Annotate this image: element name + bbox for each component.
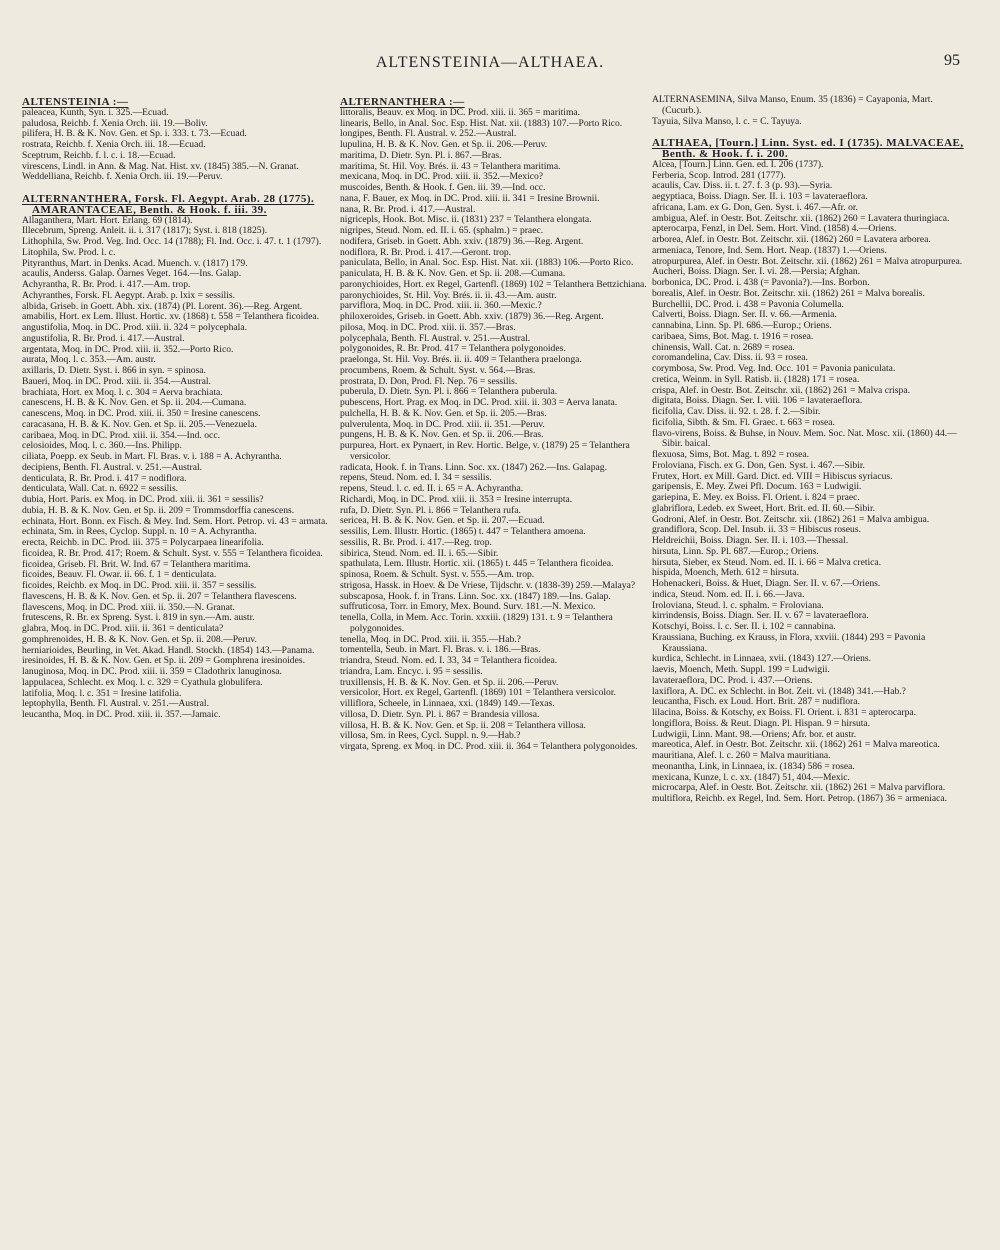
species-entry: canescens, Moq. in DC. Prod. xiii. ii. 350 = Iresine canescens. — [22, 408, 261, 419]
species-entry: flavescens, H. B. & K. Nov. Gen. et Sp. ii. 207 = Telanthera flavescens. — [22, 590, 297, 602]
species-entry: Richardi, Moq. in DC. Prod. xiii. ii. 353 = Iresine interrupta. — [340, 493, 573, 505]
species-entry: praelonga, St. Hil. Voy. Brés. ii. ii. 409 = Telanthera praelonga. — [340, 354, 582, 365]
species-entry: nana, R. Br. Prod. i. 417.—Austral. — [340, 203, 476, 215]
species-entry: Achyranthes, Forsk. Fl. Aegypt. Arab. p. lxix = sessilis. — [22, 289, 236, 301]
species-entry: radicata, Hook. f. in Trans. Linn. Soc. xx. (1847) 262.—Ins. Galapag. — [340, 461, 607, 473]
species-entry: rostrata, Reichb. f. Xenia Orch. iii. 18.—Ecuad. — [22, 139, 206, 150]
species-entry: pilifera, H. B. & K. Nov. Gen. et Sp. i. 333. t. 73.—Ecuad. — [22, 128, 247, 140]
species-entry: purpurea, Hort. ex Pynaert, in Rev. Hortic. Belge, v. (1879) 25 = Telanthera versicolor. — [340, 440, 630, 462]
species-entry: maritima, D. Dietr. Syn. Pl. i. 867.—Bras. — [340, 149, 502, 161]
species-entry: iresinoides, H. B. & K. Nov. Gen. et Sp. ii. 209 = Gomphrena iresinoides. — [22, 655, 305, 667]
species-entry: meonantha, Link, in Linnaea, ix. (1834) 586 = rosea. — [652, 760, 855, 772]
species-entry: armeniaca, Tenore, Ind. Sem. Hort. Neap. (1837) 1.—Oriens. — [652, 244, 887, 256]
species-entry: Godroni, Alef. in Oestr. Bot. Zeitschr. xii. (1862) 261 = Malva ambigua. — [652, 513, 930, 525]
species-entry: cannabina, Linn. Sp. Pl. 686.—Europ.; Oriens. — [652, 320, 832, 331]
species-entry: ficoides, Reichb. ex Moq. in DC. Prod. xiii. ii. 357 = sessilis. — [22, 580, 257, 591]
species-entry: pulchella, H. B. & K. Nov. Gen. et Sp. ii. 205.—Bras. — [340, 407, 547, 419]
species-entry: leucantha, Fisch. ex Loud. Hort. Brit. 287 = nudiflora. — [652, 696, 860, 708]
species-entry: ficifolia, Cav. Diss. ii. 92. t. 28. f. 2.—Sibir. — [652, 406, 821, 417]
species-entry: Aucheri, Boiss. Diagn. Ser. I. vi. 28.—Persia; Afghan. — [652, 266, 861, 278]
species-entry: paludosa, Reichb. f. Xenia Orch. iii. 19.—Boliv. — [22, 117, 208, 129]
species-entry: decipiens, Benth. Fl. Austral. v. 251.—Austral. — [22, 461, 203, 473]
species-entry: herniarioides, Beurling, in Vet. Akad. Handl. Stockh. (1854) 143.—Panama. — [22, 644, 315, 656]
species-entry: Kraussiana, Buching. ex Krauss, in Flora, xxviii. (1844) 293 = Pavonia Kraussiana. — [652, 631, 926, 654]
genus-heading: ALTERNANTHERA, Forsk. Fl. Aegypt. Arab. 28 (1775). AMARANTACEAE, Benth. & Hook. f. iii. 39. — [22, 193, 315, 216]
species-entry: Illecebrum, Spreng. Anleit. ii. i. 317 (1817); Syst. i. 818 (1825). — [22, 225, 268, 237]
species-entry: gomphrenoides, H. B. & K. Nov. Gen. et Sp. ii. 208.—Peruv. — [22, 633, 257, 645]
species-entry: glabra, Moq. in DC. Prod. xiii. ii. 361 = denticulata? — [22, 623, 224, 634]
species-entry: Allaganthera, Mart. Hort. Erlang. 69 (1814). — [22, 214, 193, 226]
species-entry: ciliata, Poepp. ex Seub. in Mart. Fl. Bras. v. i. 188 = A. Achyrantha. — [22, 451, 282, 462]
genus-heading: ALTHAEA, [Tourn.] Linn. Syst. ed. I (1735). MALVACEAE, Benth. & Hook. f. i. 200. — [652, 137, 964, 160]
species-entry: sessilis, Lem. Illustr. Hortic. (1865) t. 447 = Telanthera amoena. — [340, 526, 586, 537]
species-entry: Frutex, Hort. ex Mill. Gard. Dict. ed. VIII = Hibiscus syriacus. — [652, 470, 893, 482]
species-entry: maritima, St. Hil. Voy. Brés. ii. 43 = Telanthera maritima. — [340, 160, 561, 172]
species-entry: kurdica, Schlecht. in Linnaea, xvii. (1843) 127.—Oriens. — [652, 653, 872, 665]
species-entry: coromandelina, Cav. Diss. ii. 93 = rosea. — [652, 352, 808, 364]
species-entry: tenella, Moq. in DC. Prod. xiii. ii. 355.—Hab.? — [340, 633, 521, 645]
species-entry: longiflora, Boiss. & Reut. Diagn. Pl. Hispan. 9 = hirsuta. — [652, 717, 871, 729]
species-entry: laxiflora, A. DC. ex Schlecht. in Bot. Zeit. vi. (1848) 341.—Hab.? — [652, 685, 906, 697]
species-entry: albida, Griseb. in Goett. Abh. xix. (1874) (Pl. Lorent. 36).—Reg. Argent. — [22, 300, 303, 312]
species-entry: virescens, Lindl. in Ann. & Mag. Nat. Hist. xv. (1845) 385.—N. Granat. — [22, 160, 299, 172]
species-entry: pubescens, Hort. Prag. ex Moq. in DC. Prod. xiii. ii. 303 = Aerva lanata. — [340, 397, 618, 408]
species-entry: Alcea, [Tourn.] Linn. Gen. ed. I. 206 (1737). — [652, 158, 824, 170]
species-entry: gariepina, E. Mey. ex Boiss. Fl. Orient. i. 824 = praec. — [652, 492, 860, 503]
species-entry: flavescens, Moq. in DC. Prod. xiii. ii. 350.—N. Granat. — [22, 601, 235, 613]
species-entry: longipes, Benth. Fl. Austral. v. 252.—Austral. — [340, 128, 517, 140]
species-entry: chinensis, Wall. Cat. n. 2689 = rosea. — [652, 341, 795, 353]
species-entry: ALTERNASEMINA, Silva Manso, Enum. 35 (1836) = Cayaponia, Mart. (Cucurb.). — [652, 94, 933, 116]
species-entry: sericea, H. B. & K. Nov. Gen. et Sp. ii. 207.—Ecuad. — [340, 515, 545, 527]
species-entry: Hohenackeri, Boiss. & Huet, Diagn. Ser. II. v. 67.—Oriens. — [652, 578, 881, 589]
species-entry: mexicana, Moq. in DC. Prod. xiii. ii. 352.—Mexico? — [340, 171, 544, 183]
species-entry: borbonica, DC. Prod. i. 438 (= Pavonia?).—Ins. Borbon. — [652, 277, 870, 288]
species-entry: muscoides, Benth. & Hook. f. Gen. iii. 39.—Ind. occ. — [340, 182, 546, 193]
species-entry: frutescens, R. Br. ex Spreng. Syst. i. 819 in syn.—Am. austr. — [22, 612, 255, 624]
species-entry: versicolor, Hort. ex Regel, Gartenfl. (1869) 101 = Telanthera versicolor. — [340, 687, 616, 699]
species-entry: paronychioides, Hort. ex Regel, Gartenfl. (1869) 102 = Telanthera Bettzichiana. — [340, 278, 647, 290]
species-entry: Ferberia, Scop. Introd. 281 (1777). — [652, 169, 786, 181]
species-entry: villosa, Sm. in Rees, Cycl. Suppl. n. 9.—Hab.? — [340, 730, 521, 742]
species-entry: kirrindensis, Boiss. Diagn. Ser. II. v. 67 = lavateraeflora. — [652, 610, 869, 622]
species-entry: villiflora, Scheele, in Linnaea, xxi. (1849) 149.—Texas. — [340, 698, 555, 709]
species-entry: villosa, D. Dietr. Syn. Pl. i. 867 = Brandesia villosa. — [340, 708, 540, 720]
species-entry: acaulis, Cav. Diss. ii. t. 27. f. 3 (p. 93).—Syria. — [652, 180, 833, 192]
species-entry: repens, Steud. l. c. ed. II. i. 65 = A. Achyrantha. — [340, 483, 524, 494]
species-entry: erecta, Reichb. in DC. Prod. iii. 375 = Polycarpaea linearifolia. — [22, 537, 264, 548]
species-entry: triandra, Steud. Nom. ed. I. 33, 34 = Telanthera ficoidea. — [340, 655, 558, 666]
species-entry: latifolia, Moq. l. c. 351 = Iresine latifolia. — [22, 687, 182, 699]
species-entry: strigosa, Hassk. in Hoev. & De Vriese, Tijdschr. v. (1838-39) 259.—Malaya? — [340, 579, 636, 591]
species-entry: Pityranthus, Mart. in Denks. Acad. Muench. v. (1817) 179. — [22, 257, 248, 269]
species-entry: ficifolia, Sibth. & Sm. Fl. Graec. t. 663 = rosea. — [652, 416, 835, 428]
species-entry: aurata, Moq. l. c. 353.—Am. austr. — [22, 354, 156, 366]
species-entry: Sceptrum, Reichb. f. l. c. i. 18.—Ecuad. — [22, 149, 176, 161]
species-entry: dubia, Hort. Paris. ex Moq. in DC. Prod. xiii. ii. 361 = sessilis? — [22, 494, 264, 505]
species-entry: sessilis, R. Br. Prod. i. 417.—Reg. trop. — [340, 536, 492, 548]
species-entry: leptophylla, Benth. Fl. Austral. v. 251.—Austral. — [22, 698, 209, 710]
species-entry: echinata, Sm. in Rees, Cyclop. Suppl. n. 10 = A. Achyrantha. — [22, 526, 257, 538]
species-entry: africana, Lam. ex G. Don, Gen. Syst. i. 467.—Afr. or. — [652, 201, 858, 213]
species-entry: indica, Steud. Nom. ed. II. i. 66.—Java. — [652, 588, 805, 600]
species-entry: mexicana, Kunze, l. c. xx. (1847) 51, 404.—Mexic. — [652, 771, 850, 783]
species-entry: Burchellii, DC. Prod. i. 438 = Pavonia Columella. — [652, 298, 844, 310]
species-entry: truxillensis, H. B. & K. Nov. Gen. et Sp. ii. 206.—Peruv. — [340, 676, 559, 688]
species-entry: puberula, D. Dietr. Syn. Pl. i. 866 = Telanthera puberula. — [340, 386, 558, 398]
species-entry: villosa, H. B. & K. Nov. Gen. et Sp. ii. 208 = Telanthera villosa. — [340, 719, 586, 731]
species-entry: hispida, Moench, Meth. 612 = hirsuta. — [652, 567, 799, 579]
species-entry: pulverulenta, Moq. in DC. Prod. xiii. ii. 351.—Peruv. — [340, 418, 545, 430]
species-entry: leucantha, Moq. in DC. Prod. xiii. ii. 357.—Jamaic. — [22, 709, 221, 720]
species-entry: denticulata, Wall. Cat. n. 6922 = sessilis. — [22, 483, 179, 495]
species-entry: Baueri, Moq. in DC. Prod. xiii. ii. 354.—Austral. — [22, 375, 211, 387]
text-column-middle — [340, 95, 650, 753]
species-entry: mauritiana, Alef. l. c. 260 = Malva mauritiana. — [652, 750, 831, 761]
species-entry: lilacina, Boiss. & Kotschy, ex Boiss. Fl. Orient. i. 831 = apterocarpa. — [652, 707, 917, 718]
species-entry: multiflora, Reichb. ex Regel, Ind. Sem. Hort. Petrop. (1867) 36 = armeniaca. — [652, 793, 948, 804]
species-entry: amabilis, Hort. ex Lem. Illust. Hortic. xv. (1868) t. 558 = Telanthera ficoidea. — [22, 311, 320, 323]
species-entry: spinosa, Roem. & Schult. Syst. v. 555.—Am. trop. — [340, 569, 535, 580]
species-entry: echinata, Hort. Bonn. ex Fisch. & Mey. Ind. Sem. Hort. Petrop. vi. 43 = armata. — [22, 515, 328, 527]
species-entry: Calverti, Boiss. Diagn. Ser. II. v. 66.—Armenia. — [652, 309, 837, 321]
species-entry: Tayuia, Silva Manso, l. c. = C. Tayuya. — [652, 115, 802, 127]
species-entry: linearis, Bello, in Anal. Soc. Esp. Hist. Nat. xii. (1883) 107.—Porto Rico. — [340, 117, 623, 129]
species-entry: canescens, H. B. & K. Nov. Gen. et Sp. ii. 204.—Cumana. — [22, 397, 247, 409]
genus-heading: ALTERNANTHERA :— — [340, 96, 465, 108]
species-entry: nigripes, Steud. Nom. ed. II. i. 65. (sphalm.) = praec. — [340, 225, 544, 236]
species-entry: mareotica, Alef. in Oestr. Bot. Zeitschr. xii. (1862) 261 = Malva mareotica. — [652, 739, 940, 751]
species-entry: garipensis, E. Mey. Zwei Pfl. Docum. 163 = Ludwigii. — [652, 481, 862, 493]
species-entry: ambigua, Alef. in Oestr. Bot. Zeitschr. xii. (1862) 260 = Lavatera thuringiaca. — [652, 212, 950, 224]
species-entry: littoralis, Beauv. ex Moq. in DC. Prod. xiii. ii. 365 = maritima. — [340, 106, 581, 118]
species-entry: grandiflora, Scop. Del. Insub. ii. 33 = Hibiscus roseus. — [652, 524, 861, 536]
species-entry: nodifera, Griseb. in Goett. Abh. xxiv. (1879) 36.—Reg. Argent. — [340, 235, 584, 247]
species-entry: brachiata, Hort. ex Moq. l. c. 304 = Aerva brachiata. — [22, 386, 223, 398]
species-entry: suffruticosa, Torr. in Emory, Mex. Bound. Surv. 181.—N. Mexico. — [340, 601, 596, 613]
species-entry: Weddelliana, Reichb. f. Xenia Orch. iii. 19.—Peruv. — [22, 171, 223, 183]
species-entry: parviflora, Moq. in DC. Prod. xiii. ii. 360.—Mexic.? — [340, 300, 542, 312]
running-head — [0, 52, 1000, 76]
species-entry: polycephala, Benth. Fl. Austral. v. 251.—Austral. — [340, 332, 531, 344]
species-entry: Litophila, Sw. Prod. l. c. — [22, 246, 116, 258]
species-entry: Kotschyi, Boiss. l. c. Ser. II. i. 102 = cannabina. — [652, 621, 836, 632]
species-entry: caribaea, Sims, Bot. Mag. t. 1916 = rosea. — [652, 330, 814, 342]
species-entry: lanuginosa, Moq. in DC. Prod. xiii. ii. 359 = Cladothrix lanuginosa. — [22, 666, 282, 677]
species-entry: arborea, Alef. in Oestr. Bot. Zeitschr. xii. (1862) 260 = Lavatera arborea. — [652, 234, 931, 245]
species-entry: nigricepls, Hook. Bot. Misc. ii. (1831) 237 = Telanthera elongata. — [340, 214, 592, 226]
species-entry: sibirica, Steud. Nom. ed. II. i. 65.—Sibir. — [340, 547, 499, 559]
text-column-left — [22, 95, 332, 721]
page-title: ALTENSTEINIA—ALTHAEA. — [375, 54, 605, 71]
species-entry: prostrata, D. Don, Prod. Fl. Nep. 76 = sessilis. — [340, 375, 518, 387]
species-entry: denticulata, R. Br. Prod. i. 417 = nodiflora. — [22, 472, 187, 484]
species-entry: digitata, Boiss. Diagn. Ser. I. viii. 106 = lavateraeflora. — [652, 395, 863, 407]
species-entry: Lithophila, Sw. Prod. Veg. Ind. Occ. 14 (1788); Fl. Ind. Occ. i. 47. t. 1 (1797). — [22, 236, 322, 247]
species-entry: apterocarpa, Fenzl, in Del. Sem. Hort. Vind. (1858) 4.—Oriens. — [652, 223, 897, 235]
species-entry: virgata, Spreng. ex Moq. in DC. Prod. xiii. ii. 364 = Telanthera polygonoides. — [340, 741, 638, 752]
species-entry: nana, F. Bauer, ex Moq. in DC. Prod. xiii. ii. 341 = Iresine Brownii. — [340, 192, 600, 204]
species-entry: ficoides, Beauv. Fl. Owar. ii. 66. f. 1 = denticulata. — [22, 569, 217, 581]
species-entry: philoxeroides, Griseb. in Goett. Abh. xxiv. (1879) 36.—Reg. Argent. — [340, 311, 604, 322]
species-entry: hirsuta, Sieber, ex Steud. Nom. ed. II. i. 66 = Malva cretica. — [652, 556, 882, 568]
species-entry: paleacea, Kunth, Syn. i. 325.—Ecuad. — [22, 106, 169, 118]
species-entry: paniculata, H. B. & K. Nov. Gen. et Sp. ii. 208.—Cumana. — [340, 268, 566, 279]
species-entry: Iroloviana, Steud. l. c. sphalm. = Froloviana. — [652, 599, 824, 611]
species-entry: axillaris, D. Dietr. Syst. i. 866 in syn. = spinosa. — [22, 365, 206, 376]
species-entry: acaulis, Anderss. Galap. Öarnes Veget. 164.—Ins. Galap. — [22, 268, 242, 280]
species-entry: hirsuta, Linn. Sp. Pl. 687.—Europ.; Oriens. — [652, 545, 819, 557]
species-entry: laevis, Moench, Meth. Suppl. 199 = Ludwigii. — [652, 664, 830, 675]
species-entry: flexuosa, Sims, Bot. Mag. t. 892 = rosea. — [652, 449, 810, 460]
text-column-right — [652, 95, 970, 805]
species-entry: rufa, D. Dietr. Syn. Pl. i. 866 = Telanthera rufa. — [340, 504, 521, 516]
page-number: 95 — [944, 52, 960, 69]
species-entry: microcarpa, Alef. in Oestr. Bot. Zeitschr. xii. (1862) 261 = Malva parviflora. — [652, 782, 946, 794]
species-entry: paniculata, Bello, in Anal. Soc. Esp. Hist. Nat. xii. (1883) 106.—Porto Rico. — [340, 257, 634, 269]
species-entry: atropurpurea, Alef. in Oestr. Bot. Zeitschr. xii. (1862) 261 = Malva atropurpurea. — [652, 255, 963, 267]
species-entry: procumbens, Roem. & Schult. Syst. v. 564.—Bras. — [340, 364, 536, 376]
species-entry: caracasana, H. B. & K. Nov. Gen. et Sp. ii. 205.—Venezuela. — [22, 418, 257, 430]
species-entry: ficoidea, R. Br. Prod. 417; Roem. & Schult. Syst. v. 555 = Telanthera ficoidea. — [22, 547, 323, 559]
species-entry: flavo-virens, Boiss. & Buhse, in Nouv. Mem. Soc. Nat. Mosc. xii. (1860) 44.—Sibir. baical. — [652, 427, 957, 450]
species-entry: lappulacea, Schlecht. ex Moq. l. c. 329 = Cyathula globulifera. — [22, 676, 263, 688]
species-entry: tenella, Colla, in Mem. Acc. Torin. xxxiii. (1829) 131. t. 9 = Telanthera polygonoides. — [340, 612, 613, 634]
species-entry: nodiflora, R. Br. Prod. i. 417.—Geront. trop. — [340, 246, 512, 258]
species-entry: Heldreichii, Boiss. Diagn. Ser. II. i. 103.—Thessal. — [652, 535, 849, 546]
species-entry: aegyptiaca, Boiss. Diagn. Ser. II. i. 103 = lavateraeflora. — [652, 191, 868, 202]
species-entry: subscaposa, Hook. f. in Trans. Linn. Soc. xx. (1847) 189.—Ins. Galap. — [340, 590, 611, 602]
species-entry: lupulina, H. B. & K. Nov. Gen. et Sp. ii. 206.—Peruv. — [340, 139, 548, 150]
species-entry: spathulata, Lem. Illustr. Hortic. xii. (1865) t. 445 = Telanthera ficoidea. — [340, 558, 614, 570]
species-entry: pungens, H. B. & K. Nov. Gen. et Sp. ii. 206.—Bras. — [340, 429, 544, 441]
species-entry: crispa, Alef. in Oestr. Bot. Zeitschr. xii. (1862) 261 = Malva crispa. — [652, 384, 910, 396]
species-entry: paronychioides, St. Hil. Voy. Brés. ii. ii. 43.—Am. austr. — [340, 289, 557, 301]
genus-heading: ALTENSTEINIA :— — [22, 96, 129, 108]
species-entry: repens, Steud. Nom. ed. I. 34 = sessilis. — [340, 472, 492, 484]
species-entry: glabriflora, Ledeb. ex Sweet, Hort. Brit. ed. II. 60.—Sibir. — [652, 502, 876, 514]
species-entry: polygonoides, R. Br. Prod. 417 = Telanthera polygonoides. — [340, 343, 566, 355]
species-entry: Achyrantha, R. Br. Prod. i. 417.—Am. trop. — [22, 279, 191, 290]
species-entry: tomentella, Seub. in Mart. Fl. Bras. v. i. 186.—Bras. — [340, 644, 541, 656]
species-entry: angustifolia, Moq. in DC. Prod. xiii. ii. 324 = polycephala. — [22, 322, 247, 333]
species-entry: argentata, Moq. in DC. Prod. xiii. ii. 352.—Porto Rico. — [22, 343, 234, 355]
species-entry: angustifolia, R. Br. Prod. i. 417.—Austral. — [22, 332, 185, 344]
species-entry: dubia, H. B. & K. Nov. Gen. et Sp. ii. 209 = Trommsdorffia canescens. — [22, 504, 295, 516]
species-entry: cretica, Weinm. in Syll. Ratisb. ii. (1828) 171 = rosea. — [652, 373, 860, 385]
species-entry: lavateraeflora, DC. Prod. i. 437.—Oriens. — [652, 674, 813, 686]
species-entry: caribaea, Moq. in DC. Prod. xiii. ii. 354.—Ind. occ. — [22, 429, 220, 441]
species-entry: triandra, Lam. Encyc. i. 95 = sessilis. — [340, 665, 483, 677]
species-entry: celosioides, Moq. l. c. 360.—Ins. Philipp. — [22, 440, 182, 452]
species-entry: Froloviana, Fisch. ex G. Don, Gen. Syst. i. 467.—Sibir. — [652, 459, 865, 471]
species-entry: Ludwigii, Linn. Mant. 98.—Oriens; Afr. bor. et austr. — [652, 728, 857, 740]
species-entry: ficoidea, Griseb. Fl. Brit. W. Ind. 67 = Telanthera maritima. — [22, 558, 251, 570]
species-entry: borealis, Alef. in Oestr. Bot. Zeitschr. xii. (1862) 261 = Malva borealis. — [652, 287, 925, 299]
species-entry: corymbosa, Sw. Prod. Veg. Ind. Occ. 101 = Pavonia paniculata. — [652, 363, 896, 374]
species-entry: pilosa, Moq. in DC. Prod. xiii. ii. 357.—Bras. — [340, 321, 516, 333]
